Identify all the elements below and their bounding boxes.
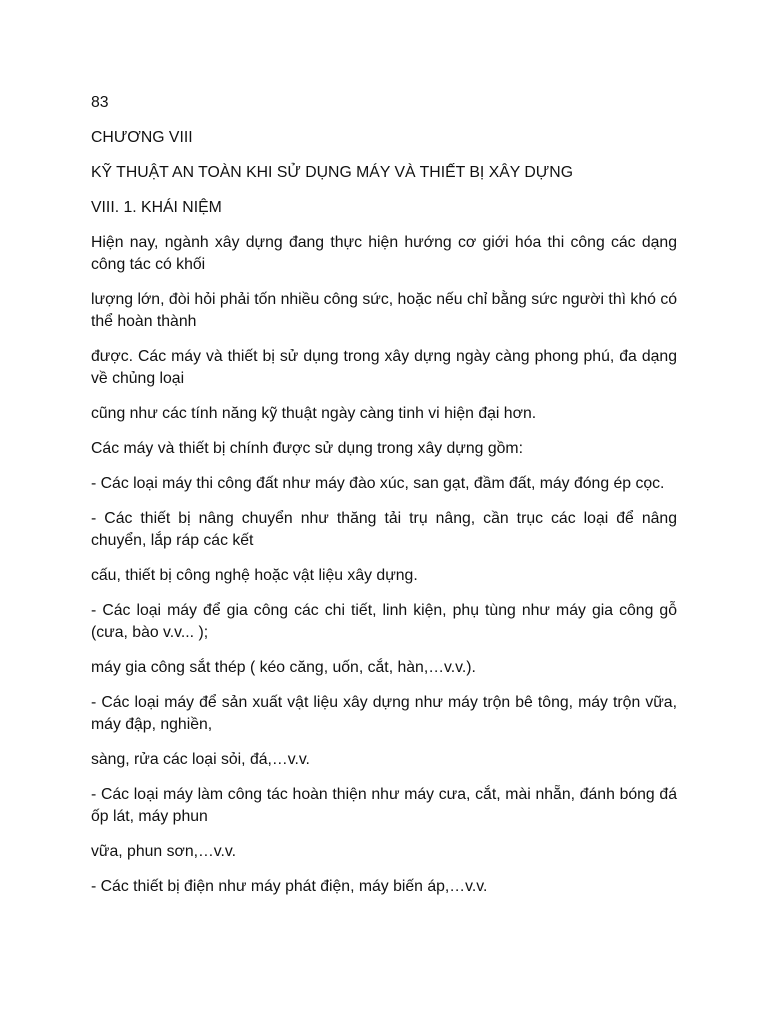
paragraph: Hiện nay, ngành xây dựng đang thực hiện hướng cơ giới hóa thi công các dạng công tác có khối xyxy=(91,234,677,273)
document-page xyxy=(91,92,677,911)
page-number: 83 xyxy=(91,94,109,111)
paragraph: Các máy và thiết bị chính được sử dụng trong xây dựng gồm: xyxy=(91,440,523,457)
list-item: - Các loại máy để gia công các chi tiết, linh kiện, phụ tùng như máy gia công gỗ (cưa, bào v.v... ); xyxy=(91,602,677,641)
section-heading: VIII. 1. KHÁI NIỆM xyxy=(91,199,222,216)
list-item: - Các thiết bị điện như máy phát điện, máy biến áp,…v.v. xyxy=(91,878,488,895)
paragraph: lượng lớn, đòi hỏi phải tốn nhiều công sức, hoặc nếu chỉ bằng sức người thì khó có thể hoàn thành xyxy=(91,291,677,330)
chapter-heading: CHƯƠNG VIII xyxy=(91,129,193,146)
paragraph: vữa, phun sơn,…v.v. xyxy=(91,843,237,860)
paragraph: được. Các máy và thiết bị sử dụng trong xây dựng ngày càng phong phú, đa dạng về chủng loại xyxy=(91,348,677,387)
list-item: - Các loại máy làm công tác hoàn thiện như máy cưa, cắt, mài nhẵn, đánh bóng đá ốp lát, máy phun xyxy=(91,786,677,825)
list-item: - Các loại máy thi công đất như máy đào xúc, san gạt, đầm đất, máy đóng ép cọc. xyxy=(91,475,665,492)
paragraph: cũng như các tính năng kỹ thuật ngày càng tinh vi hiện đại hơn. xyxy=(91,405,537,422)
paragraph: cấu, thiết bị công nghệ hoặc vật liệu xây dựng. xyxy=(91,567,418,584)
chapter-title: KỸ THUẬT AN TOÀN KHI SỬ DỤNG MÁY VÀ THIẾT BỊ XÂY DỰNG xyxy=(91,164,573,181)
list-item: - Các thiết bị nâng chuyển như thăng tải trụ nâng, cần trục các loại để nâng chuyển, lắp ráp các kết xyxy=(91,510,677,549)
paragraph: sàng, rửa các loại sỏi, đá,…v.v. xyxy=(91,751,310,768)
list-item: - Các loại máy để sản xuất vật liệu xây dựng như máy trộn bê tông, máy trộn vữa, máy đập, nghiền, xyxy=(91,694,677,733)
paragraph: máy gia công sắt thép ( kéo căng, uốn, cắt, hàn,…v.v.). xyxy=(91,659,476,676)
